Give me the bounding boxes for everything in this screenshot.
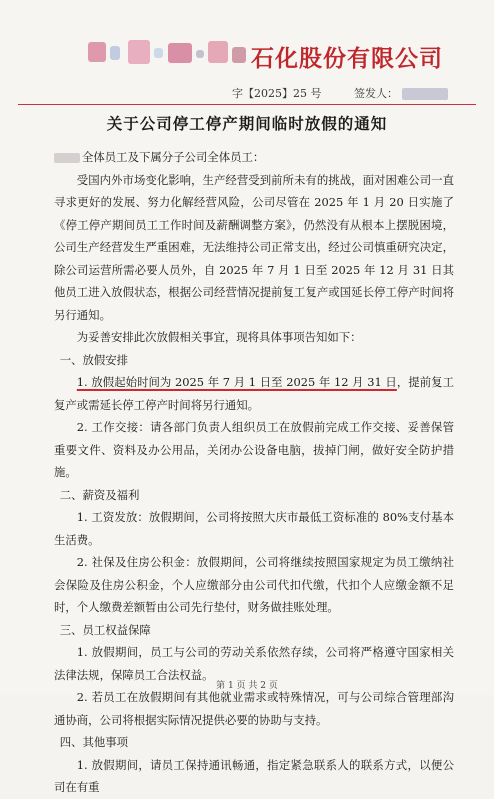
section-item: 2. 工作交接：请各部门负责人组织员工在放假前完成工作交接、妥善保管重要文件、资料及办公用品，关闭办公设备电脑，拔掉门闸，做好安全防护措施。: [54, 420, 454, 479]
redacted-issuer-name: [402, 88, 448, 100]
highlighted-dates: 1. 放假起始时间为 2025 年 7 月 1 日至 2025 年 12 月 31 日: [76, 375, 397, 389]
header-red-rule: [18, 104, 476, 105]
section-item: 2. 若员工在放假期间有其他就业需求或特殊情况，可与公司综合管理部沟通协商，公司将根据实际情况提供必要的协助与支持。: [54, 690, 454, 727]
section-item: 1. 工资发放：放假期间，公司将按照大庆市最低工资标准的 80%支付基本生活费。: [54, 510, 454, 547]
section-heading: 四、其他事项: [59, 735, 129, 749]
salutation: 全体员工及下属分子公司全体员工：: [54, 146, 454, 169]
section-item: 1. 放假期间，员工与公司的劳动关系依然存续，公司将严格遵守国家相关法律法规，保障员工合法权益。: [54, 645, 454, 682]
issuer-label: 签发人：: [354, 87, 398, 100]
letterhead: [0, 38, 494, 72]
page-number: 第 1 页 共 2 页: [216, 681, 278, 691]
issuer-field: [354, 85, 448, 101]
section-item: 2. 社保及住房公积金：放假期间，公司将继续按照国家规定为员工缴纳社会保险及住房公积金，个人应缴部分由公司代扣代缴，代扣个人应缴金额不足时，个人缴费差额暂由公司先行垫付，财务做挂账处理。: [54, 555, 454, 614]
intro-paragraph: 为妥善安排此次放假相关事宜，现将具体事项告知如下：: [76, 330, 362, 344]
section-heading: 二、薪资及福利: [59, 487, 140, 502]
section-heading: 一、放假安排: [59, 352, 129, 367]
document-number: 字【2025】25 号: [232, 87, 322, 100]
notice-title: 关于公司停工停产期间临时放假的通知: [106, 114, 388, 133]
section-item: 1. 放假期间，请员工保持通讯畅通，指定紧急联系人的联系方式，以便公司在有重: [54, 757, 454, 794]
notice-body: [54, 146, 454, 799]
redacted-recipient: [54, 153, 80, 163]
company-name: 石化股份有限公司: [251, 46, 443, 72]
redacted-company-prefix: [88, 38, 250, 68]
section-item: 1. 放假起始时间为 2025 年 7 月 1 日至 2025 年 12 月 31 日，提前复工复产或需延长停工停产时间将另行通知。: [54, 375, 454, 412]
section-heading: 三、员工权益保障: [59, 622, 151, 637]
intro-paragraph: 受国内外市场变化影响，生产经营受到前所未有的挑战，面对困难公司一直寻求更好的发展、努力化解经营风险，公司尽管在 2025 年 1 月 20 日实施了《停工停产期间员工工作时间及薪酬调整方案》，仍然没有从根本上摆脱困境，公司生产经营发生严重困难，无法维持公司正常支出，经过公司慎重研究决定，除公司运营所需必要人员外，自 2025 年 7 月 1 日至 2025 年 12 月 31 日其他员工进入放假状态，根据公司经营情况提前复工复产或国延长停工停产时间将另行通知。: [54, 172, 454, 322]
